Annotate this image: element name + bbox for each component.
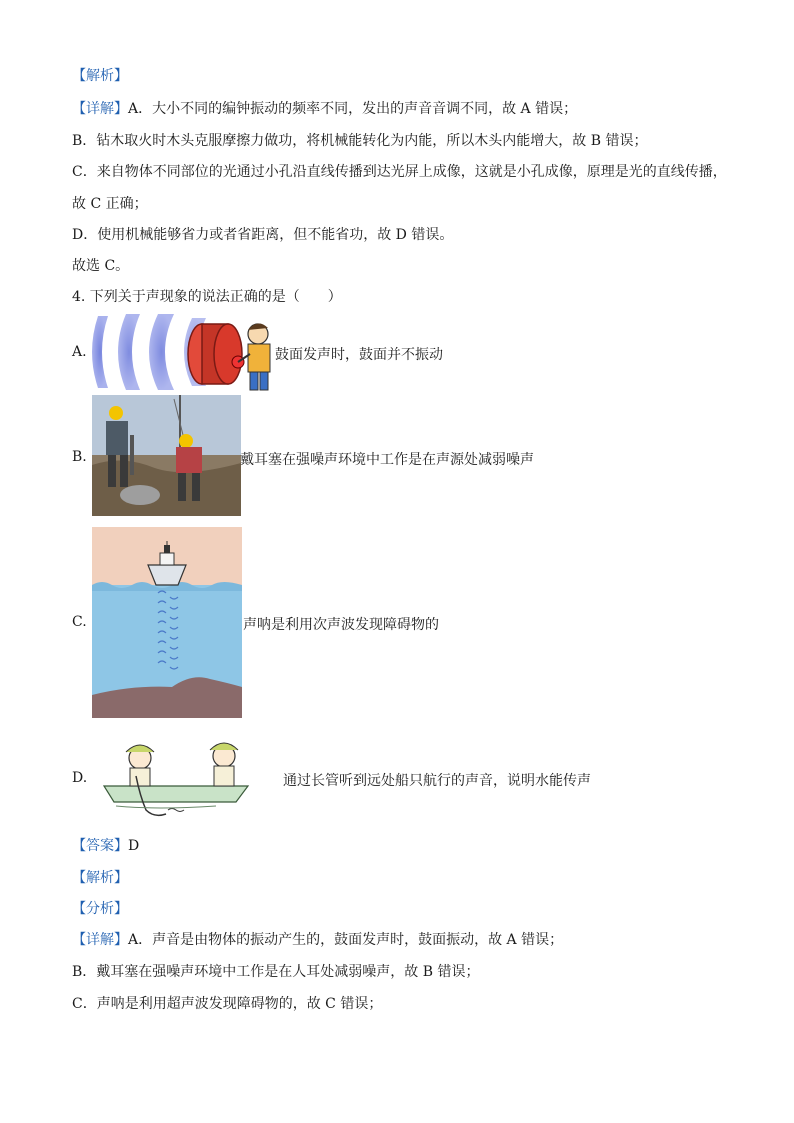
option-d-letter: D. xyxy=(72,770,88,786)
boat-figure xyxy=(96,736,256,822)
fenxi-heading: 【分析】 xyxy=(72,901,128,917)
option-c-letter: C. xyxy=(72,614,87,630)
answer-explain-c: C．声呐是利用超声波发现障碍物的，故 C 错误； xyxy=(72,996,383,1012)
explain-c2: 故 C 正确； xyxy=(72,196,148,212)
option-a-text: 鼓面发声时，鼓面并不振动 xyxy=(275,347,443,363)
option-c-text: 声呐是利用次声波发现障碍物的 xyxy=(243,617,439,633)
option-b-letter: B. xyxy=(72,449,87,465)
jiexi-heading-2: 【解析】 xyxy=(72,870,128,886)
xiangjie-tag: 【详解】 xyxy=(72,101,128,117)
answer-explain-b: B．戴耳塞在强噪声环境中工作是在人耳处减弱噪声，故 B 错误； xyxy=(72,964,480,980)
daan-value: D xyxy=(128,838,140,854)
drum-figure xyxy=(92,312,278,392)
xiangjie-line-a xyxy=(72,99,577,119)
jiexi-heading: 【解析】 xyxy=(72,68,128,84)
explain-b: B．钻木取火时木头克服摩擦力做功，将机械能转化为内能，所以木头内能增大，故 B 错误； xyxy=(72,133,648,149)
workers-photo xyxy=(92,395,241,516)
conclusion: 故选 C。 xyxy=(72,258,130,274)
option-b-text: 戴耳塞在强噪声环境中工作是在声源处减弱噪声 xyxy=(240,452,534,468)
xiangjie-tag-2: 【详解】 xyxy=(72,932,128,948)
option-a-letter: A. xyxy=(72,344,87,360)
explain-c1: C．来自物体不同部位的光通过小孔沿直线传播到达光屏上成像，这就是小孔成像，原理是光的直线传播， xyxy=(72,164,727,180)
answer-explain-a xyxy=(72,930,563,950)
explain-a: A．大小不同的编钟振动的频率不同，发出的声音音调不同，故 A 错误； xyxy=(128,101,578,117)
sonar-figure xyxy=(92,527,242,718)
answer-line-a: A．声音是由物体的振动产生的，鼓面发声时，鼓面振动，故 A 错误； xyxy=(128,932,564,948)
explain-d: D．使用机械能够省力或者省距离，但不能省功，故 D 错误。 xyxy=(72,227,454,243)
answer-line xyxy=(72,836,139,856)
option-d-text: 通过长管听到远处船只航行的声音，说明水能传声 xyxy=(283,773,591,789)
question-stem: 4. 下列关于声现象的说法正确的是（ ） xyxy=(72,289,342,305)
daan-tag: 【答案】 xyxy=(72,838,128,854)
